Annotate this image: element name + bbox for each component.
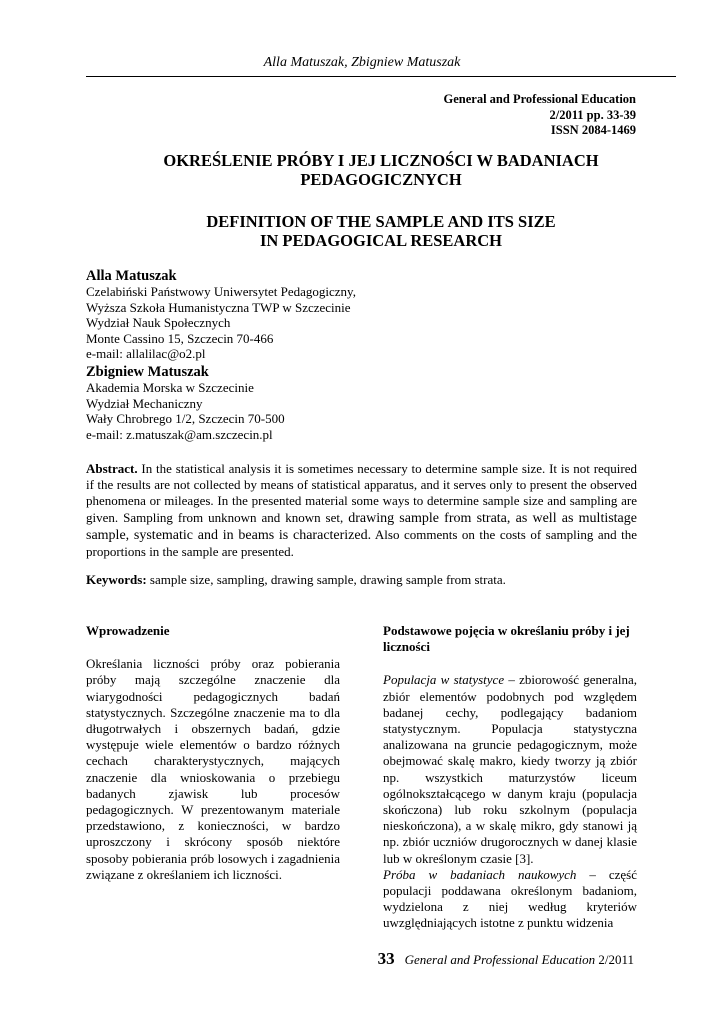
paragraph <box>383 867 637 932</box>
author-address: Wały Chrobrego 1/2, Szczecin 70-500 <box>86 411 285 426</box>
author-email: e-mail: allalilac@o2.pl <box>86 346 206 361</box>
author-affiliation: Wyższa Szkoła Humanistyczna TWP w Szczecinie <box>86 299 351 315</box>
author-address: Monte Cassino 15, Szczecin 70-466 <box>86 330 274 346</box>
term: Populacja w statystyce <box>383 672 505 688</box>
journal-issue: 2/2011 pp. 33-39 <box>549 107 636 122</box>
definition: – część populacji poddawana określonym badaniom, wydzielona z niej według kryteriów uwzględniających istotne z punktu widzenia <box>383 866 637 931</box>
left-column <box>86 623 340 883</box>
keywords <box>86 572 637 588</box>
keywords-label: Keywords: <box>86 572 147 587</box>
section-heading: Podstawowe pojęcia w określaniu próby i jej liczności <box>383 623 630 655</box>
running-head: Alla Matuszak, Zbigniew Matuszak <box>263 55 461 70</box>
footer-journal: General and Professional Education <box>404 952 596 967</box>
header-rule <box>86 76 676 77</box>
title-english-line2: IN PEDAGOGICAL RESEARCH <box>259 231 503 250</box>
abstract <box>86 461 637 560</box>
keywords-text: sample size, sampling, drawing sample, drawing sample from strata. <box>146 572 506 587</box>
section-heading: Wprowadzenie <box>86 623 170 638</box>
journal-issn: ISSN 2084-1469 <box>550 123 636 137</box>
title-english-line1: DEFINITION OF THE SAMPLE AND ITS SIZE <box>206 212 556 231</box>
title-polish-line1: OKREŚLENIE PRÓBY I JEJ LICZNOŚCI W BADANIACH <box>163 151 599 170</box>
definition: – zbiorowość generalna, zbiór elementów podobnych pod względem badanej cechy, podlegający badaniom statystycznym. Populacja statystyczna analizowana na gruncie pedagogicznym, może obejmować skalę makro, kiedy tworzy ją zbiór np. wszystkich maturzystów liceum ogólnokształcącego w danym kraju (populacja skończona) lub roku szkolnym (populacja nieskończona), a w skalę mikro, gdy stanowi ją np. zbiór uczniów drugorocznych w danej klasie lub w określonym czasie [3]. <box>383 672 638 866</box>
page-number: 33 <box>377 949 395 968</box>
paragraph <box>383 672 637 866</box>
journal-name: General and Professional Education <box>443 92 636 106</box>
author-department: Wydział Mechaniczny <box>86 395 203 411</box>
author-affiliation: Czelabiński Państwowy Uniwersytet Pedagogiczny, <box>86 284 356 299</box>
abstract-label: Abstract. <box>86 461 138 476</box>
author-2 <box>86 364 676 442</box>
title-english <box>86 212 676 250</box>
author-email: e-mail: z.matuszak@am.szczecin.pl <box>86 426 273 442</box>
title-polish <box>86 151 676 189</box>
author-affiliation: Akademia Morska w Szczecinie <box>86 380 254 395</box>
title-polish-line2: PEDAGOGICZNYCH <box>300 170 462 189</box>
author-name: Zbigniew Matuszak <box>86 364 209 380</box>
footer-year: 2/2011 <box>595 952 634 967</box>
author-department: Wydział Nauk Społecznych <box>86 315 231 330</box>
term: Próba w badaniach naukowych <box>383 866 577 882</box>
author-name: Alla Matuszak <box>86 268 177 284</box>
right-column <box>383 623 637 932</box>
paragraph: Określania liczności próby oraz pobierania próby mają szczególne znaczenie dla wiarygodności pedagogicznych badań statystycznych. Szczególne znaczenie ma to dla długotrwałych i obszernych badań, gdzie występuje wiele elementów o bardzo różnych cechach charakterystycznych, mających znaczenie dla wnioskowania o przebiegu badanych zjawisk lub procesów pedagogicznych. W prezentowanym materiale przedstawiono, z konieczności, w bardzo uproszczony i skrócony sposób niektóre sposoby pobierania prób losowych i zagadnienia związane z określaniem ich liczności. <box>86 656 340 882</box>
abstract-text: Also comments on the costs of sampling and the proportions in the sample are presented. <box>86 526 638 560</box>
abstract-text: drawing sample from strata, as well as multistage sample, systematic and in beams is characterized. <box>86 510 637 543</box>
author-1 <box>86 268 676 362</box>
footer <box>0 950 634 969</box>
journal-info <box>444 92 637 139</box>
abstract-text: In the statistical analysis it is sometimes necessary to determine sample size. It is not required if the results are not collected by means of statistical apparatus, and it serves only to present the observed phenomena or mileages. In the presented material some ways to determine sample size and sampling are given. Sampling from unknown and known set, <box>86 461 637 525</box>
